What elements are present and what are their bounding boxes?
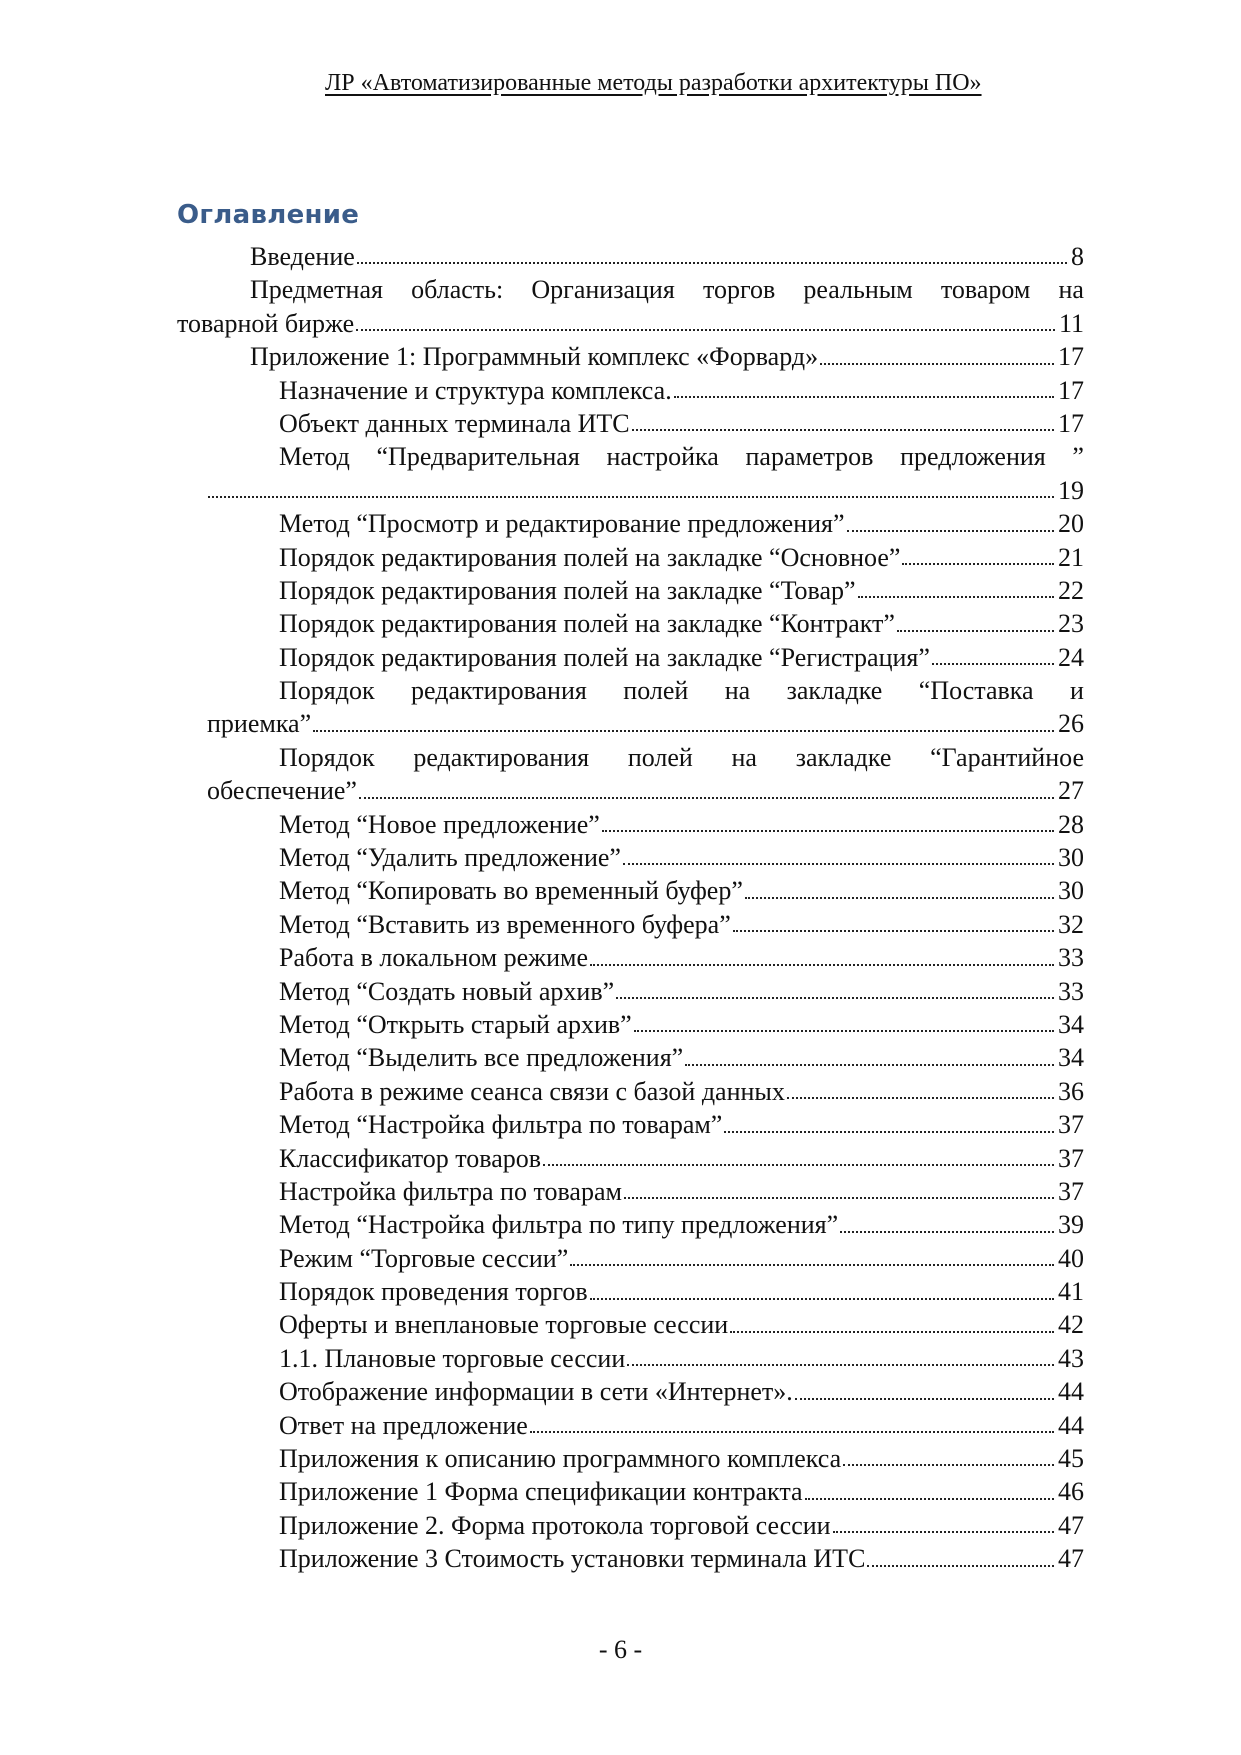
toc-entry-text: Работа в режиме сеанса связи с базой данных: [279, 1076, 785, 1106]
toc-entry-text: Приложение 1 Форма спецификации контракта: [279, 1477, 803, 1507]
toc-entry-page: 21: [1058, 542, 1084, 572]
running-header: ЛР «Автоматизированные методы разработки архитектуры ПО»: [325, 70, 982, 96]
toc-entry-page: 30: [1058, 876, 1084, 906]
dot-leader: [616, 997, 1054, 999]
toc-entry[interactable]: [177, 774, 1084, 807]
toc-entry-line1[interactable]: [177, 741, 1084, 774]
toc-entry[interactable]: [177, 607, 1084, 640]
toc-entry-text: Работа в локальном режиме: [279, 943, 588, 973]
dot-leader: [730, 1331, 1054, 1333]
word: предложения: [900, 442, 1046, 472]
toc-entry-page: 44: [1058, 1377, 1084, 1407]
toc-entry-page: 34: [1058, 1009, 1084, 1039]
toc-entry[interactable]: [177, 1475, 1084, 1508]
toc-entry-page: 17: [1058, 408, 1084, 438]
dot-leader: [820, 363, 1054, 365]
dot-leader: [932, 663, 1054, 665]
toc-entry-page: 37: [1058, 1143, 1084, 1173]
toc-entry[interactable]: [177, 574, 1084, 607]
justified-line: [279, 440, 1084, 473]
dot-leader: [590, 964, 1054, 966]
toc-entry[interactable]: [177, 1108, 1084, 1141]
word: полей: [627, 742, 693, 772]
toc-entry-page: 43: [1058, 1343, 1084, 1373]
toc-entry[interactable]: [177, 641, 1084, 674]
toc-entry[interactable]: [177, 1008, 1084, 1041]
dot-leader: [356, 329, 1055, 331]
dot-leader: [602, 830, 1054, 832]
toc-entry[interactable]: [177, 1409, 1084, 1442]
toc-entry-text: Метод “Удалить предложение”: [279, 843, 621, 873]
dot-leader: [745, 897, 1054, 899]
toc-entry-page: 26: [1058, 709, 1084, 739]
word: настройка: [606, 442, 719, 472]
toc-entry-page: 17: [1058, 342, 1084, 372]
toc-entry[interactable]: [177, 975, 1084, 1008]
toc-entry-page: 20: [1058, 509, 1084, 539]
toc-entry-page: 39: [1058, 1210, 1084, 1240]
dot-leader: [733, 930, 1054, 932]
toc-entry-text: обеспечение”: [207, 776, 357, 806]
dot-leader: [787, 1097, 1054, 1099]
dot-leader: [795, 1398, 1054, 1400]
toc-entry-text: Отображение информации в сети «Интернет».: [279, 1377, 793, 1407]
dot-leader: [624, 1197, 1054, 1199]
toc-entry[interactable]: [177, 1275, 1084, 1308]
table-of-contents: [177, 240, 1084, 1576]
word: товаром: [940, 275, 1031, 305]
toc-entry-page: 27: [1058, 776, 1084, 806]
toc-entry[interactable]: [177, 240, 1084, 273]
word: закладке: [786, 676, 883, 706]
dot-leader: [858, 596, 1054, 598]
toc-entry[interactable]: [177, 1375, 1084, 1408]
toc-entry-text: Приложения к описанию программного комплекса: [279, 1444, 842, 1474]
justified-line: [279, 741, 1084, 774]
toc-entry-page: 37: [1058, 1176, 1084, 1206]
toc-entry-page: 41: [1058, 1277, 1084, 1307]
word: торгов: [702, 275, 776, 305]
toc-entry-page: 11: [1058, 308, 1084, 338]
dot-leader: [833, 1531, 1054, 1533]
dot-leader: [530, 1431, 1054, 1433]
toc-entry-page: 40: [1058, 1243, 1084, 1273]
toc-entry[interactable]: [177, 1342, 1084, 1375]
word: Порядок: [279, 742, 375, 772]
word: Организация: [531, 275, 675, 305]
toc-entry[interactable]: [177, 707, 1084, 740]
toc-entry-text: Порядок редактирования полей на закладке “Контракт”: [279, 609, 895, 639]
toc-entry-page: 22: [1058, 575, 1084, 605]
toc-entry-page: 47: [1058, 1544, 1084, 1574]
toc-entry[interactable]: [177, 507, 1084, 540]
toc-entry-page: 19: [1058, 475, 1084, 505]
dot-leader: [867, 1565, 1054, 1567]
toc-entry[interactable]: [177, 340, 1084, 373]
toc-entry[interactable]: [177, 1041, 1084, 1074]
word: редактирования: [413, 742, 590, 772]
toc-entry-text: Метод “Создать новый архив”: [279, 976, 615, 1006]
toc-title: Оглавление: [177, 200, 360, 230]
dot-leader: [313, 730, 1054, 732]
dot-leader: [805, 1498, 1054, 1500]
toc-entry[interactable]: [177, 1542, 1084, 1575]
toc-entry[interactable]: [177, 374, 1084, 407]
word: область:: [411, 275, 504, 305]
toc-entry[interactable]: [177, 874, 1084, 907]
dot-leader: [359, 797, 1054, 799]
toc-entry-text: товарной бирже: [177, 308, 355, 338]
dot-leader: [897, 630, 1054, 632]
word: Метод: [279, 442, 350, 472]
toc-entry-text: 1.1. Плановые торговые сессии: [279, 1343, 626, 1373]
dot-leader: [632, 429, 1054, 431]
toc-entry-page: 34: [1058, 1043, 1084, 1073]
toc-entry-page: 17: [1058, 375, 1084, 405]
page-number: - 6 -: [598, 1635, 643, 1664]
toc-entry-text: Классификатор товаров: [279, 1143, 542, 1173]
toc-entry-line1[interactable]: [177, 674, 1084, 707]
justified-line: [250, 273, 1084, 306]
toc-entry-text: Оферты и внеплановые торговые сессии: [279, 1310, 729, 1340]
word: “Поставка: [918, 676, 1034, 706]
toc-entry-text: Метод “Просмотр и редактирование предложения”: [279, 509, 845, 539]
toc-entry[interactable]: [177, 1075, 1084, 1108]
dot-leader: [843, 1464, 1054, 1466]
word: закладке: [795, 742, 892, 772]
word: реальным: [803, 275, 913, 305]
toc-entry-text: Метод “Настройка фильтра по типу предложения”: [279, 1210, 839, 1240]
toc-entry[interactable]: [177, 1509, 1084, 1542]
toc-entry-text: Порядок редактирования полей на закладке “Регистрация”: [279, 642, 930, 672]
toc-entry-text: Метод “Открыть старый архив”: [279, 1009, 632, 1039]
dot-leader: [724, 1131, 1054, 1133]
toc-entry-page: 23: [1058, 609, 1084, 639]
toc-entry-text: Приложение 3 Стоимость установки терминала ИТС: [279, 1544, 866, 1574]
toc-entry-page: 32: [1058, 909, 1084, 939]
toc-entry-text: Метод “Новое предложение”: [279, 809, 600, 839]
toc-entry-page: 28: [1058, 809, 1084, 839]
toc-entry-page: 45: [1058, 1444, 1084, 1474]
dot-leader: [634, 1030, 1054, 1032]
toc-entry-text: Режим “Торговые сессии”: [279, 1243, 569, 1273]
word: “Предварительная: [376, 442, 580, 472]
dot-leader: [685, 1064, 1054, 1066]
toc-entry[interactable]: [177, 307, 1084, 340]
dot-leader: [627, 1364, 1054, 1366]
toc-entry-page: 24: [1058, 642, 1084, 672]
toc-entry[interactable]: [177, 908, 1084, 941]
dot-leader: [847, 530, 1054, 532]
word: и: [1070, 676, 1084, 706]
toc-entry[interactable]: [177, 541, 1084, 574]
dot-leader: [674, 396, 1054, 398]
toc-entry[interactable]: [177, 1309, 1084, 1342]
toc-entry-text: Назначение и структура комплекса.: [279, 375, 672, 405]
toc-entry-text: приемка”: [207, 709, 312, 739]
toc-entry-page: 30: [1058, 843, 1084, 873]
toc-entry-page: 37: [1058, 1110, 1084, 1140]
dot-leader: [357, 262, 1067, 264]
toc-entry-text: Объект данных терминала ИТС: [279, 408, 630, 438]
toc-entry[interactable]: [177, 407, 1084, 440]
toc-entry-line1[interactable]: [177, 273, 1084, 306]
dot-leader: [623, 863, 1054, 865]
word: на: [724, 676, 751, 706]
toc-entry[interactable]: [177, 1175, 1084, 1208]
toc-entry-text: Метод “Выделить все предложения”: [279, 1043, 684, 1073]
toc-entry-text: Ответ на предложение: [279, 1410, 528, 1440]
toc-entry-page: 47: [1058, 1510, 1084, 1540]
toc-entry-page: 44: [1058, 1410, 1084, 1440]
word: редактирования: [411, 676, 587, 706]
word: Порядок: [279, 676, 375, 706]
word: “Гарантийное: [930, 742, 1084, 772]
toc-entry[interactable]: [177, 808, 1084, 841]
dot-leader: [902, 563, 1054, 565]
word: параметров: [745, 442, 874, 472]
dot-leader: [590, 1298, 1054, 1300]
dot-leader: [208, 496, 1054, 498]
word: на: [1058, 275, 1084, 305]
dot-leader: [570, 1264, 1054, 1266]
toc-entry-text: Метод “Вставить из временного буфера”: [279, 909, 731, 939]
toc-entry-text: Приложение 1: Программный комплекс «Форвард»: [250, 342, 819, 372]
toc-entry-text: Порядок проведения торгов: [279, 1277, 588, 1307]
toc-entry-page: 33: [1058, 943, 1084, 973]
toc-entry-text: Приложение 2. Форма протокола торговой сессии: [279, 1510, 831, 1540]
toc-entry[interactable]: [177, 1142, 1084, 1175]
toc-entry-page: 33: [1058, 976, 1084, 1006]
toc-entry[interactable]: [177, 474, 1084, 507]
toc-entry-text: Порядок редактирования полей на закладке “Товар”: [279, 575, 856, 605]
justified-line: [279, 674, 1084, 707]
toc-entry-page: 36: [1058, 1076, 1084, 1106]
word: полей: [623, 676, 689, 706]
toc-entry-line1[interactable]: [177, 440, 1084, 473]
word: на: [731, 742, 757, 772]
word: ”: [1072, 442, 1084, 472]
toc-entry[interactable]: [177, 841, 1084, 874]
toc-entry-text: Метод “Настройка фильтра по товарам”: [279, 1110, 723, 1140]
toc-entry-page: 42: [1058, 1310, 1084, 1340]
toc-entry-page: 8: [1071, 241, 1084, 271]
toc-entry-text: Метод “Копировать во временный буфер”: [279, 876, 743, 906]
toc-entry[interactable]: [177, 1242, 1084, 1275]
toc-entry-text: Порядок редактирования полей на закладке “Основное”: [279, 542, 901, 572]
toc-entry-page: 46: [1058, 1477, 1084, 1507]
toc-entry-text: Настройка фильтра по товарам: [279, 1176, 622, 1206]
toc-entry-text: Введение: [250, 241, 355, 271]
dot-leader: [543, 1164, 1054, 1166]
toc-entry[interactable]: [177, 1442, 1084, 1475]
dot-leader: [840, 1231, 1054, 1233]
toc-entry[interactable]: [177, 941, 1084, 974]
toc-entry[interactable]: [177, 1208, 1084, 1241]
word: Предметная: [250, 275, 383, 305]
